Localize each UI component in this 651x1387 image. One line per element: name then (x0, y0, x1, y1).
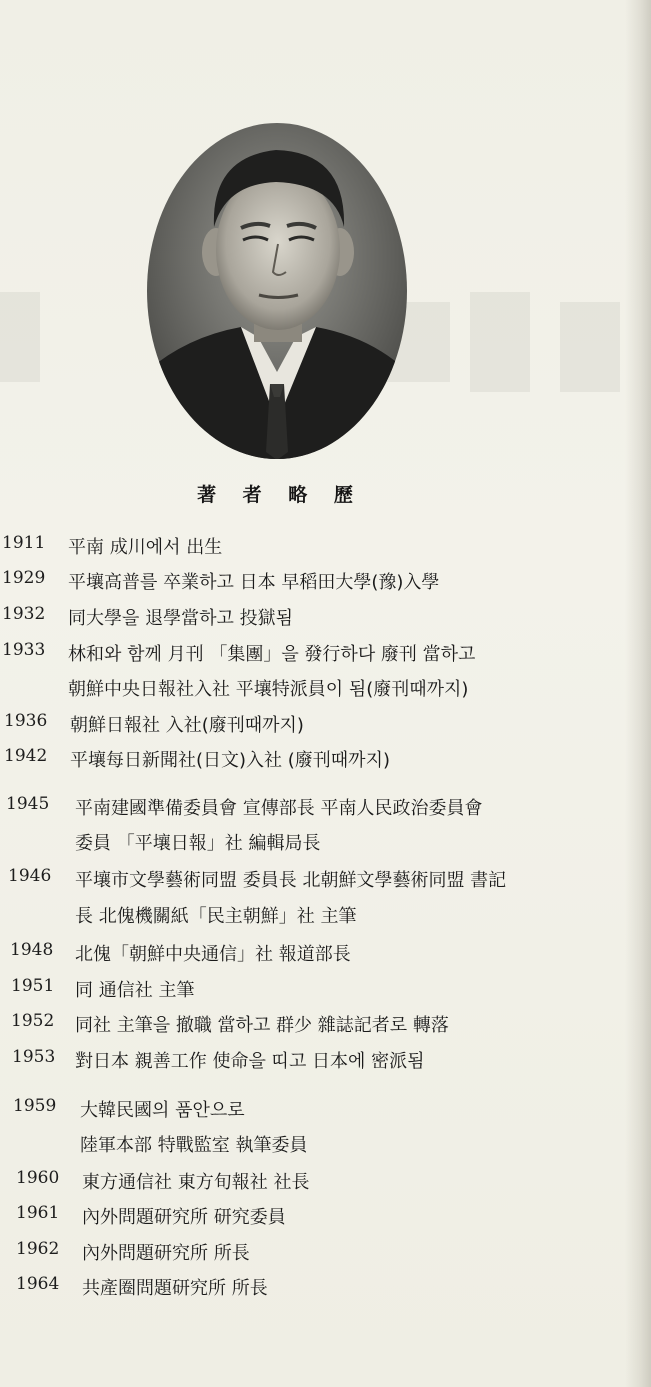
entry-year: 1936 (4, 711, 48, 731)
entry-text: 平壤市文學藝術同盟 委員長 北朝鮮文學藝術同盟 書記 (75, 870, 507, 891)
entry-text: 對日本 親善工作 使命을 띠고 日本에 密派됨 (75, 1051, 425, 1072)
entry-year: 1942 (4, 746, 48, 766)
entry-year: 1911 (2, 533, 46, 553)
entry-text: 平壤每日新聞社(日文)入社 (廢刊때까지) (70, 750, 390, 771)
entry-year: 1933 (2, 640, 46, 660)
page-fold-shadow (625, 0, 651, 1387)
entry-text: 林和와 함께 月刊 「集團」을 發行하다 廢刊 當하고 (68, 644, 476, 665)
entry-year: 1952 (11, 1011, 55, 1031)
entry-year: 1932 (2, 604, 46, 624)
entry-text: 平南 成川에서 出生 (68, 537, 223, 558)
entry-text: 大韓民國의 품안으로 (80, 1100, 245, 1121)
author-portrait-photo (146, 122, 408, 460)
entry-text: 平南建國準備委員會 宣傳部長 平南人民政治委員會 (75, 798, 483, 819)
entry-text: 同社 主筆을 撤職 當하고 群少 雜誌記者로 轉落 (75, 1015, 449, 1036)
entry-year: 1961 (16, 1203, 60, 1223)
entry-year: 1959 (13, 1096, 57, 1116)
entry-year: 1929 (2, 568, 46, 588)
entry-year: 1946 (8, 866, 52, 886)
entry-year: 1951 (11, 976, 55, 996)
entry-year: 1948 (10, 940, 54, 960)
entry-text: 朝鮮中央日報社入社 平壤特派員이 됨(廢刊때까지) (68, 679, 469, 700)
entry-text: 北傀「朝鮮中央通信」社 報道部長 (75, 944, 351, 965)
entry-year: 1964 (16, 1274, 60, 1294)
entry-year: 1953 (12, 1047, 56, 1067)
entry-text: 平壤高普를 卒業하고 日本 早稻田大學(豫)入學 (68, 572, 440, 593)
entry-year: 1945 (6, 794, 50, 814)
entry-year: 1962 (16, 1239, 60, 1259)
entry-text: 同大學을 退學當하고 投獄됨 (68, 608, 293, 629)
entry-text: 朝鮮日報社 入社(廢刊때까지) (70, 715, 304, 736)
entry-text: 同 通信社 主筆 (75, 980, 195, 1001)
entry-text: 委員 「平壤日報」社 編輯局長 (75, 833, 321, 854)
section-heading: 著 者 略 歷 (197, 484, 363, 506)
entry-text: 陸軍本部 特戰監室 執筆委員 (80, 1135, 308, 1156)
entry-text: 東方通信社 東方旬報社 社長 (82, 1172, 310, 1193)
entry-text: 內外問題研究所 研究委員 (82, 1207, 286, 1228)
entry-year: 1960 (16, 1168, 60, 1188)
entry-text: 共產圈問題研究所 所長 (82, 1278, 268, 1299)
entry-text: 長 北傀機關紙「民主朝鮮」社 主筆 (75, 906, 357, 927)
entry-text: 內外問題研究所 所長 (82, 1243, 250, 1264)
